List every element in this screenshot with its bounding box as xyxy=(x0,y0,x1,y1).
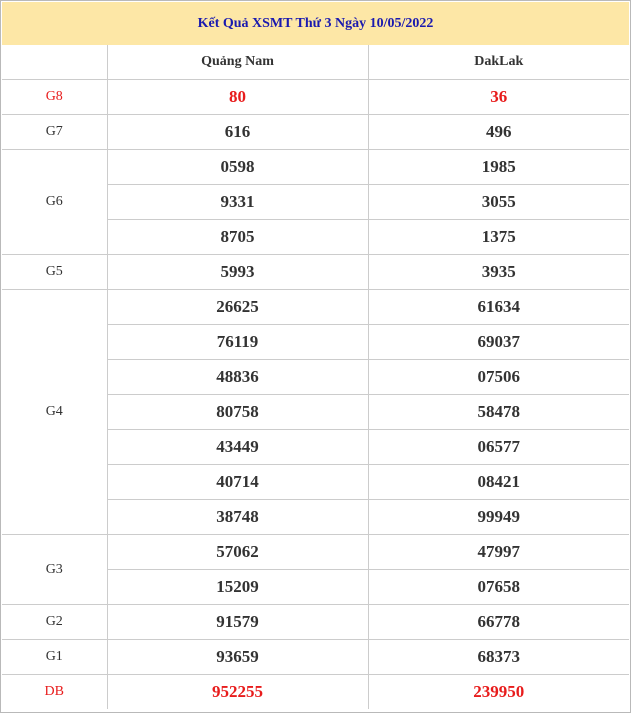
g3-quang-nam-number: 15209 xyxy=(107,570,368,605)
prize-label-g8: G8 xyxy=(2,80,107,115)
prize-row-g6 xyxy=(2,150,629,185)
db-daklak-number: 239950 xyxy=(368,675,629,710)
results-table xyxy=(2,45,629,709)
g4-daklak-number: 61634 xyxy=(368,290,629,325)
g4-daklak-number: 08421 xyxy=(368,465,629,500)
g4-daklak-number: 58478 xyxy=(368,395,629,430)
g4-daklak-number: 99949 xyxy=(368,500,629,535)
prize-label-g5: G5 xyxy=(2,255,107,290)
g4-quang-nam-number: 43449 xyxy=(107,430,368,465)
g6-daklak-number: 1985 xyxy=(368,150,629,185)
g5-quang-nam-number: 5993 xyxy=(107,255,368,290)
g3-daklak-number: 47997 xyxy=(368,535,629,570)
prize-row-g8 xyxy=(2,80,629,115)
g2-daklak-number: 66778 xyxy=(368,605,629,640)
g4-daklak-number: 69037 xyxy=(368,325,629,360)
header-province-daklak: DakLak xyxy=(368,45,629,80)
prize-label-g6: G6 xyxy=(2,150,107,255)
prize-label-g7: G7 xyxy=(2,115,107,150)
prize-row-g5 xyxy=(2,255,629,290)
g4-quang-nam-number: 76119 xyxy=(107,325,368,360)
prize-label-db: DB xyxy=(2,675,107,710)
prize-label-g1: G1 xyxy=(2,640,107,675)
prize-row-db xyxy=(2,675,629,710)
g6-quang-nam-number: 8705 xyxy=(107,220,368,255)
g4-quang-nam-number: 48836 xyxy=(107,360,368,395)
prize-label-g2: G2 xyxy=(2,605,107,640)
g7-quang-nam-number: 616 xyxy=(107,115,368,150)
prize-row-g4 xyxy=(2,290,629,325)
g4-quang-nam-number: 38748 xyxy=(107,500,368,535)
g6-quang-nam-number: 0598 xyxy=(107,150,368,185)
g4-quang-nam-number: 40714 xyxy=(107,465,368,500)
g1-daklak-number: 68373 xyxy=(368,640,629,675)
prize-row-g2 xyxy=(2,605,629,640)
g6-daklak-number: 1375 xyxy=(368,220,629,255)
g4-daklak-number: 06577 xyxy=(368,430,629,465)
g4-quang-nam-number: 26625 xyxy=(107,290,368,325)
g3-daklak-number: 07658 xyxy=(368,570,629,605)
prize-row-g3 xyxy=(2,535,629,570)
prize-label-g4: G4 xyxy=(2,290,107,535)
header-row xyxy=(2,45,629,80)
results-title: Kết Quả XSMT Thứ 3 Ngày 10/05/2022 xyxy=(2,2,629,45)
g7-daklak-number: 496 xyxy=(368,115,629,150)
g4-daklak-number: 07506 xyxy=(368,360,629,395)
g1-quang-nam-number: 93659 xyxy=(107,640,368,675)
db-quang-nam-number: 952255 xyxy=(107,675,368,710)
g6-daklak-number: 3055 xyxy=(368,185,629,220)
g8-quang-nam-number: 80 xyxy=(107,80,368,115)
g6-quang-nam-number: 9331 xyxy=(107,185,368,220)
prize-row-g1 xyxy=(2,640,629,675)
prize-label-g3: G3 xyxy=(2,535,107,605)
g2-quang-nam-number: 91579 xyxy=(107,605,368,640)
g5-daklak-number: 3935 xyxy=(368,255,629,290)
g4-quang-nam-number: 80758 xyxy=(107,395,368,430)
header-blank xyxy=(2,45,107,80)
header-province-quang-nam: Quảng Nam xyxy=(107,45,368,80)
g8-daklak-number: 36 xyxy=(368,80,629,115)
prize-row-g7 xyxy=(2,115,629,150)
g3-quang-nam-number: 57062 xyxy=(107,535,368,570)
